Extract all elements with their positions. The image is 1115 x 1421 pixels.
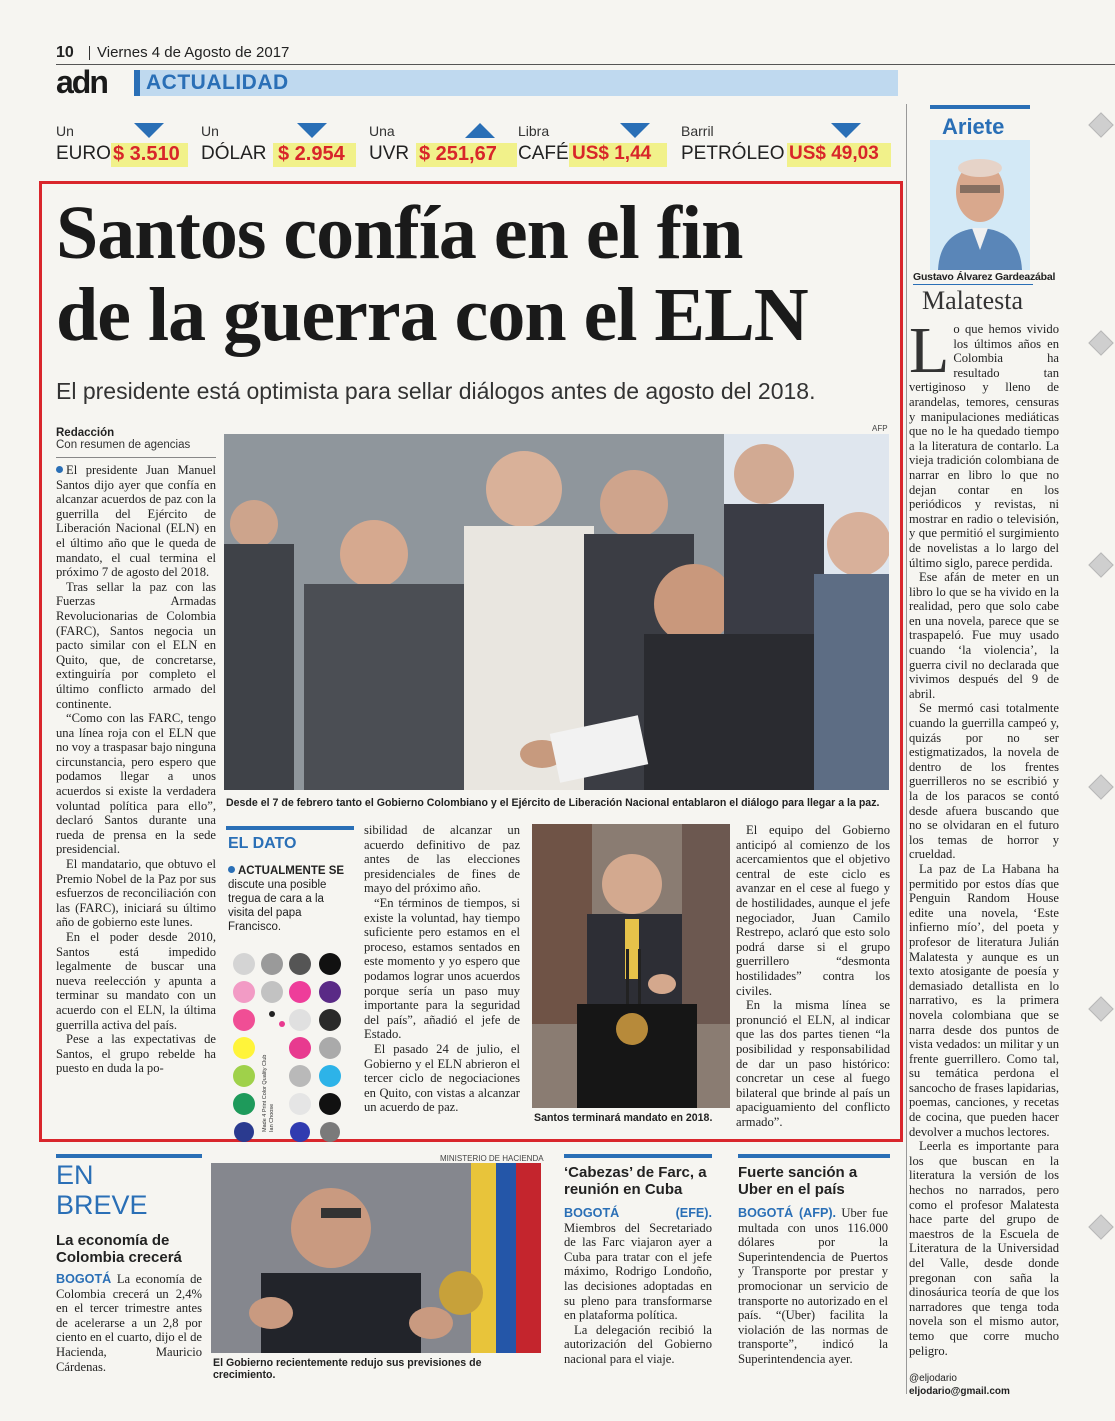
el-dato-text: ACTUALMENTE SE discute una posible tregua de cara a la visita del papa Francisco. [228, 865, 345, 933]
brief-headline-uber: Fuerte sanción a Uber en el país [738, 1164, 858, 1198]
santos-photo-illustration [532, 824, 730, 1108]
registration-mark-icon [1088, 112, 1113, 137]
city-label: BOGOTÁ (AFP). [738, 1206, 837, 1220]
photo-credit-hacienda: MINISTERIO DE HACIENDA [440, 1154, 544, 1163]
ticker-value: $ 3.510 [113, 143, 180, 165]
down-arrow-icon [134, 123, 164, 138]
column-contact [909, 1372, 1010, 1398]
column-divider [906, 104, 907, 1394]
brief3-rule [738, 1154, 890, 1158]
story-paragraph: sibilidad de alcanzar un acuerdo definitivo de paz antes de las elecciones presidenciales de fines de mayo del próximo año. [364, 823, 520, 896]
page-number: 10 [56, 44, 74, 61]
story-paragraph: Tras sellar la paz con las Fuerzas Armadas Revolucionarias de Colombia (FARC), Santos negocia un pacto similar con el ELN en Quito, que, de concretarse, extinguiría por completo el último conflicto armado del continente. [56, 579, 216, 711]
ticker-name: UVR [369, 143, 410, 164]
columnist-name-rule [913, 284, 1033, 285]
registration-mark-icon [1088, 330, 1113, 355]
ticker-unit: Barril [681, 123, 714, 139]
brief-headline-farc: ‘Cabezas’ de Farc, a reunión en Cuba [564, 1164, 707, 1198]
bullet-dot-icon [228, 866, 235, 873]
ticker-dolar [201, 123, 356, 167]
twitter-handle: @eljodario [909, 1373, 957, 1384]
ticker-unit: Una [369, 123, 395, 139]
santos-photo-caption: Santos terminará mandato en 2018. [534, 1112, 713, 1124]
ticker-name: PETRÓLEO [681, 143, 785, 164]
story-column-1 [56, 463, 216, 1076]
email-address: eljodario@gmail.com [909, 1386, 1010, 1397]
ticker-bar [56, 117, 890, 171]
column-paragraph: Se mermó casi totalmente cuando la guerrilla campeó y, quizás por no ser estigmatizados, la novela de dentro de los frentes guerrilleros no se escribió y la de los paracos se contó desde afuera buscando que no se olvidaran en el futuro los temas de horror y crueldad. [909, 701, 1059, 862]
color-target-label: Made 4 Print Color Quality Club Ian Choose [262, 1054, 275, 1132]
section-bar [56, 64, 896, 100]
registration-mark-icon [1088, 1214, 1113, 1239]
brief-headline-economia: La economía de Colombia crecerá [56, 1232, 182, 1266]
ticker-value: US$ 1,44 [572, 143, 652, 164]
brief-text-uber: BOGOTÁ (AFP). Uber fue multada con unos 116.000 dólares por la Superintendencia de Puertos y Transporte por prestar y promocionar un servicio de transporte no autorizado en el país. “(Uber) facilita la violación de las normas de transporte”, indicó la Superintendencia ayer. [738, 1206, 889, 1366]
santos-photo [532, 824, 730, 1108]
headline [56, 192, 896, 356]
ticker-cafe [518, 123, 680, 167]
columnist-photo-illustration [930, 140, 1030, 270]
ticker-unit: Libra [518, 123, 550, 139]
drop-cap: L [909, 314, 950, 387]
column-body [909, 314, 1059, 1358]
headline-line-2: de la guerra con el ELN [56, 273, 808, 357]
ticker-value: $ 2.954 [278, 143, 345, 165]
subheadline: El presidente está optimista para sellar diálogos antes de agosto del 2018. [56, 378, 816, 404]
ticker-name: EURO [56, 143, 111, 164]
down-arrow-icon [831, 123, 861, 138]
byline [56, 427, 216, 451]
column-paragraph: La paz de La Habana ha permitido por estos días que Penguin Random House edite una novela, ‘Este infierno mío’, del poeta y profesor de literatura Julián Malatesta y aunque es un texto atosigante de poesía y demasiado detallista en lo narrativo, es la primera novela colombiana que se narra desde dos puntos de vista vedados: un militar y un frente guerrillero. Como tal, su temática perdona el sancocho de frases lapidarias, poemas, canciones, y recetas de cocina, que pueden hacer devolver a muchos lectores. [909, 861, 1059, 1139]
color-target [232, 952, 352, 1142]
column-title: Malatesta [922, 286, 1024, 315]
el-dato-box [226, 826, 354, 1132]
city-label: BOGOTÁ (EFE). [564, 1206, 712, 1220]
story-paragraph: “En términos de tiempos, si existe la voluntad, hay tiempo suficiente pero estamos en el proceso, estamos sentados en este momento y yo espero que podamos lograr unos acuerdos porque sería un paso muy importante para la seguridad del país”, añadió el jefe de Estado. [364, 895, 520, 1042]
byline-rule [56, 457, 216, 458]
brief-text-farc: BOGOTÁ (EFE). Miembros del Secretariado de las Farc viajaron ayer a Cuba para tratar con el jefe máximo, Rodrigo Londoño, las decisiones adoptadas en su pleno para transformarse en plataforma política. La delegación recibió la autorización del Gobierno nacional para el viaje. [564, 1206, 712, 1366]
byline-sub: Con resumen de agencias [56, 439, 191, 451]
column-paragraph: Ese afán de meter en un libro lo que se ha vivido en la realidad, pero que solo cabe en una novela, parece que se traspapeló. Fue muy usado cuando ‘la violencia’, la guerra civil no declarada que vivimos después del 9 de abril. [909, 570, 1059, 701]
opinion-top-rule [930, 105, 1030, 109]
adn-logo: adn [56, 64, 107, 100]
city-label: BOGOTÁ [56, 1272, 112, 1286]
main-photo-caption: Desde el 7 de febrero tanto el Gobierno Colombiano y el Ejército de Liberación Nacional entablaron el diálogo para llegar a la paz. [226, 797, 880, 809]
up-arrow-icon [465, 123, 495, 138]
registration-mark-icon [1088, 552, 1113, 577]
cardenas-photo [211, 1163, 541, 1353]
brief2-rule [564, 1154, 712, 1158]
ticker-unit: Un [201, 123, 219, 139]
color-target-dots [232, 952, 352, 1142]
columnist-photo [930, 140, 1030, 270]
en-breve-title: EN BREVE [56, 1160, 148, 1220]
el-dato-title: EL DATO [228, 835, 297, 852]
page-date: Viernes 4 de Agosto de 2017 [97, 44, 290, 61]
down-arrow-icon [620, 123, 650, 138]
down-arrow-icon [297, 123, 327, 138]
headline-line-1: Santos confía en el fin [56, 191, 743, 275]
story-paragraph: En el poder desde 2010, Santos está impedido legalmente de buscar una nueva reelección y apunta a terminar su mandato con un acuerdo con el ELN, la última guerrilla activa del país. [56, 930, 216, 1032]
section-label-bg [134, 70, 898, 96]
ticker-value: US$ 49,03 [789, 143, 879, 164]
byline-name: Redacción [56, 427, 115, 439]
el-dato-lead: ACTUALMENTE SE [238, 865, 345, 877]
el-dato-rule [226, 826, 354, 830]
story-paragraph: “Como con las FARC, tengo una línea roja con el ELN que no voy a traspasar bajo ninguna circunstancia, pero espero que podamos llegar a unos acuerdos si existe la verdadera voluntad política para ello”, declaró Santos durante una rueda de prensa en la sede presidencial. [56, 711, 216, 857]
column-paragraph: Leerla es importante para los que buscan en la literatura la versión de los hechos no narrados, pero como el profesor Malatesta hace parte del grupo de maestros de la Escuela de Literatura de la Universidad del Valle, desde donde pregonan con saña la dinosáurica teoría de que los narradores que tenga toda novela son el mismo autor, temo que corre mucho peligro. [909, 1139, 1059, 1358]
en-breve-rule [56, 1154, 202, 1158]
brief-text-economia: BOGOTÁ La economía de Colombia crecerá un 2,4% en el tercer trimestre antes de acelerarse a un 2,8 por ciento en el cuarto, dijo el de Hacienda, Mauricio Cárdenas. [56, 1272, 202, 1374]
registration-mark-icon [1088, 774, 1113, 799]
story-paragraph: Pese a las expectativas de Santos, el grupo rebelde ha puesto en duda la po- [56, 1032, 216, 1076]
bullet-dot-icon [56, 466, 63, 473]
opinion-kicker: Ariete [942, 114, 1005, 139]
columnist-name: Gustavo Álvarez Gardeazábal [913, 271, 1056, 283]
story-paragraph: En la misma línea se pronunció el ELN, al indicar que las dos partes tienen “la posibilidad y responsabilidad de dar un paso histórico: concretar un cese al fuego bilateral que brinde al país un apaciguamiento del conflicto armado”. [736, 998, 890, 1129]
story-paragraph: El equipo del Gobierno anticipó al comienzo de los acercamientos que el objetivo central de este ciclo es avanzar en el cese al fuego y de hostilidades, aunque el jefe negociador, Juan Camilo Restrepo, aclaró que esto solo podrá darse si el grupo guerrillero “desmonta hostilidades” contra los civiles. [736, 823, 890, 998]
ticker-unit: Un [56, 123, 74, 139]
main-photo [224, 434, 889, 790]
ticker-uvr [369, 123, 517, 167]
registration-mark-icon [1088, 996, 1113, 1021]
header-divider [89, 46, 90, 60]
ticker-name: DÓLAR [201, 143, 267, 164]
handshake-photo-illustration [224, 434, 889, 790]
ticker-value: $ 251,67 [419, 143, 497, 165]
section-label: ACTUALIDAD [146, 71, 289, 94]
column-paragraph: Lo que hemos vivido los últimos años en Colombia ha resultado tan vertiginoso y lleno de arandelas, temores, censuras y manipulaciones mediáticas que no le ha quedado tiempo a la literatura de contarlo. La vieja tradición colombiana de narrar en libro lo que no dejan contar en los periódicos y revistas, ni mostrar en radio o televisión, y que permitió el surgimiento de novelistas a lo largo del último siglo, parece perdida. [909, 314, 1059, 570]
story-column-3 [364, 823, 520, 1115]
cardenas-photo-illustration [211, 1163, 541, 1353]
story-paragraph: El mandatario, que obtuvo el Premio Nobel de la Paz por sus esfuerzos de reconciliación con las (FARC), iniciará su último año de gobierno este lunes. [56, 857, 216, 930]
page-header [56, 41, 1115, 65]
cardenas-photo-caption: El Gobierno recientemente redujo sus previsiones de crecimiento. [213, 1357, 482, 1381]
story-column-5 [736, 823, 890, 1129]
story-paragraph: El presidente Juan Manuel Santos dijo ayer que confía en alcanzar acuerdos de paz con la guerrilla del Ejército de Liberación Nacional (ELN) en el último año que le queda de mandato, el cual termina el próximo 7 de agosto del 2018. [56, 463, 216, 580]
ticker-petroleo [681, 123, 891, 167]
ticker-euro [56, 123, 192, 167]
ticker-name: CAFÉ [518, 143, 569, 164]
story-paragraph: El pasado 24 de julio, el Gobierno y el ELN abrieron el tercer ciclo de negociaciones en Quito, con vistas a alcanzar un acuerdo de paz. [364, 1041, 520, 1115]
photo-credit: AFP [872, 424, 888, 433]
